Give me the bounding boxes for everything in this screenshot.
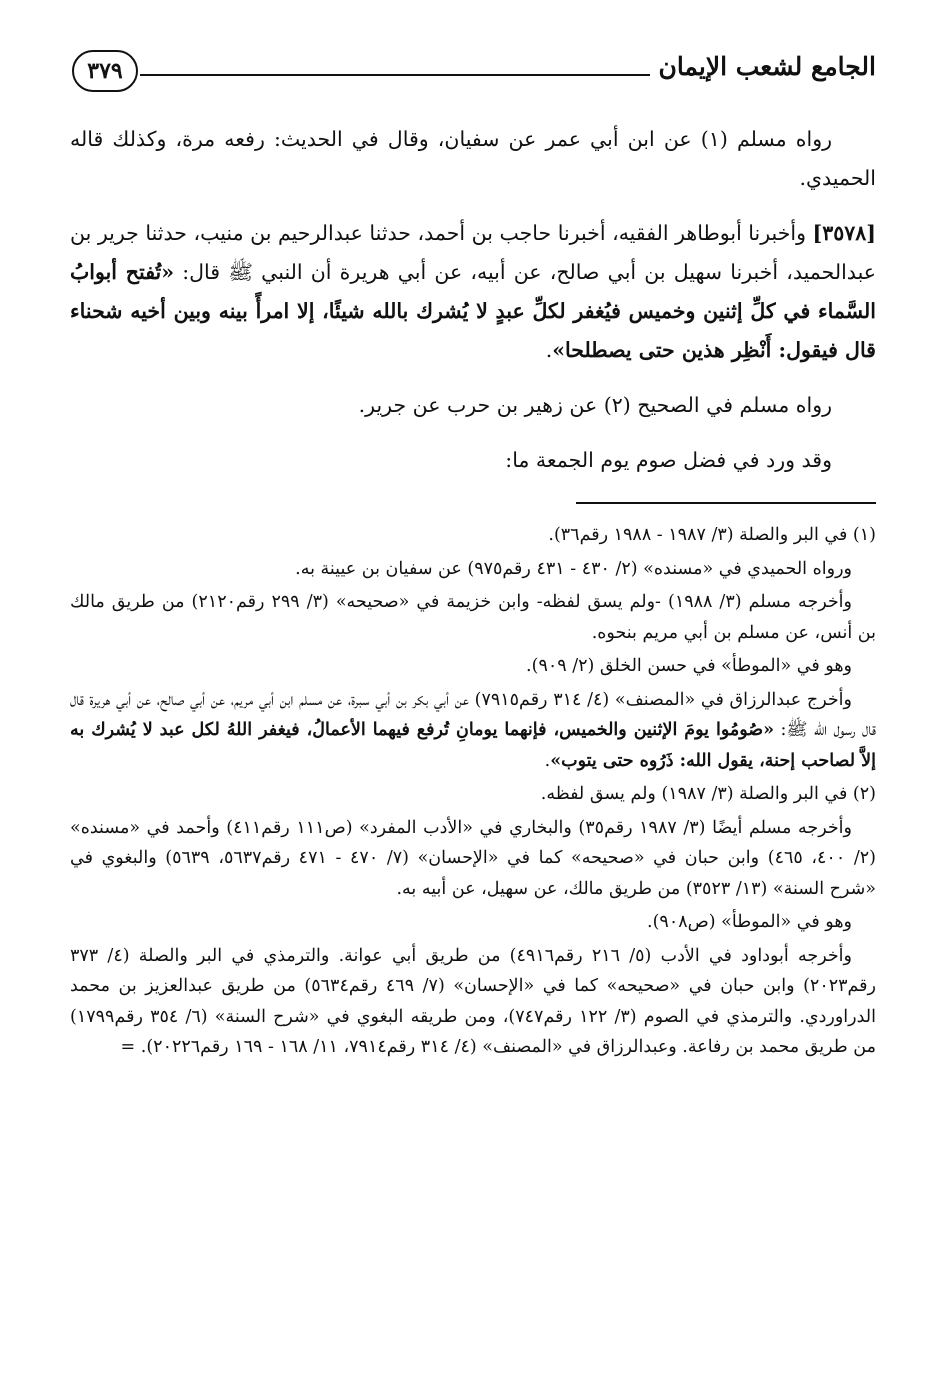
footnote-text: وأخرجه مسلم أيضًا (٣/ ١٩٨٧ رقم٣٥) والبخاري في «الأدب المفرد» (ص١١١ رقم٤١١) وأحمد في «مسنده» (٢/ ٤٠٠، ٤٦٥) وابن حبان في «صحيحه» كما في «الإحسان» (٧/ ٤٧٠ - ٤٧١ رقم٥٦٣٧، ٥٦٣٩) والبغوي في «شرح السنة» (١٣/ ٣٥٢٣) من طريق مالك، عن سهيل، عن أبيه به.: [70, 817, 876, 899]
hadith-text: «تُفتح أبوابُ السَّماء في كلِّ إثنين وخميس فيُغفر لكلِّ عبدٍ لا يُشرك بالله شيئًا، إلا امرأً بينه وبين أخيه شحناء قال فيقول: أَنْظِر هذين حتى يصطلحا»: [70, 260, 876, 362]
footnote-1-line: [70, 587, 876, 648]
footnote-separator: [576, 502, 876, 504]
running-header: [70, 40, 876, 100]
isnad-text: وأخبرنا أبوطاهر الفقيه، أخبرنا حاجب بن أحمد، حدثنا عبدالرحيم بن منيب، حدثنا جرير بن عبدالحميد، أخبرنا سهيل بن أبي صالح، عن أبيه، عن أبي هريرة أن النبي ﷺ قال:: [70, 221, 876, 284]
header-rule: [140, 74, 650, 76]
paragraph-hadith: [70, 214, 876, 370]
page-number: ٣٧٩: [72, 50, 138, 92]
footnote-text: وأخرج عبدالرزاق في «المصنف» (٤/ ٣١٤ رقم٧٩١٥) عن أبي بكر بن أبي سبرة، عن مسلم ابن أبي مريم، عن أبي صالح، عن أبي هريرة قال قال رسول الله ﷺ:: [70, 689, 876, 740]
footnote-end: .: [544, 750, 551, 771]
footnote-text: (٢) في البر والصلة (٣/ ١٩٨٧) ولم يسق لفظه.: [540, 784, 876, 804]
footnote-2-line: [70, 907, 876, 938]
footnote-text: وأخرجه أبوداود في الأدب (٥/ ٢١٦ رقم٤٩١٦) من طريق أبي عوانة. والترمذي في البر والصلة (٤/ ٣٧٣ رقم٢٠٢٣) وابن حبان في «صحيحه» كما في «الإحسان» (٧/ ٤٦٩ رقم٥٦٣٤) من طريق عبدالعزيز بن محمد الدراوردي. والترمذي في الصوم (٣/ ١٢٢ رقم٧٤٧)، ومن طريقه البغوي في «شرح السنة» (٦/ ٣٥٤ رقم١٧٩٩) من طريق محمد بن رفاعة. وعبدالرزاق في «المصنف» (٤/ ٣١٤ رقم٧٩١٤، ١١/ ١٦٨ - ١٦٩ رقم٢٠٢٢٦). =: [70, 945, 876, 1057]
footnote-1: [70, 520, 876, 551]
footnote-text: وهو في «الموطأ» في حسن الخلق (٢/ ٩٠٩).: [526, 656, 852, 676]
footnote-2-line: [70, 941, 876, 1063]
main-text: [70, 120, 876, 480]
paragraph-text: رواه مسلم (١) عن ابن أبي عمر عن سفيان، وقال في الحديث: رفعه مرة، وكذلك قاله الحميدي.: [70, 127, 876, 190]
book-page: [70, 40, 876, 1345]
footnote-text: ورواه الحميدي في «مسنده» (٢/ ٤٣٠ - ٤٣١ رقم٩٧٥) عن سفيان بن عيينة به.: [295, 558, 852, 579]
footnote-2: [70, 779, 876, 810]
hadith-end: .: [545, 338, 553, 362]
paragraph-source: [70, 386, 876, 425]
footnote-1-line: [70, 651, 876, 682]
paragraph-text: رواه مسلم في الصحيح (٢) عن زهير بن حرب عن جرير.: [358, 393, 832, 417]
paragraph-intro: [70, 441, 876, 480]
footnote-1-line: [70, 554, 876, 585]
footnote-hadith: «صُومُوا يومَ الإثنين والخميس، فإنهما يومانِ تُرفع فيهما الأعمالُ، فيغفر اللهُ لكل عبد لا يُشرك به إلاَّ لصاحب إحنة، يقول الله: ذَرُوه حتى يتوب»: [70, 720, 876, 771]
footnote-1-line: [70, 685, 876, 777]
book-title: الجامع لشعب الإيمان: [658, 52, 876, 81]
paragraph-text: وقد ورد في فضل صوم يوم الجمعة ما:: [505, 448, 832, 472]
hadith-number: [٣٥٧٨]: [812, 221, 876, 245]
footnote-text: (١) في البر والصلة (٣/ ١٩٨٧ - ١٩٨٨ رقم٣٦).: [548, 525, 876, 545]
footnote-2-line: [70, 813, 876, 905]
footnote-text: وأخرجه مسلم (٣/ ١٩٨٨) -ولم يسق لفظه- وابن خزيمة في «صحيحه» (٣/ ٢٩٩ رقم٢١٢٠) من طريق مالك بن أنس، عن مسلم بن أبي مريم بنحوه.: [70, 592, 876, 643]
footnote-text: وهو في «الموطأ» (ص٩٠٨).: [647, 912, 852, 932]
footnotes: [70, 520, 876, 1063]
paragraph-narration: [70, 120, 876, 198]
